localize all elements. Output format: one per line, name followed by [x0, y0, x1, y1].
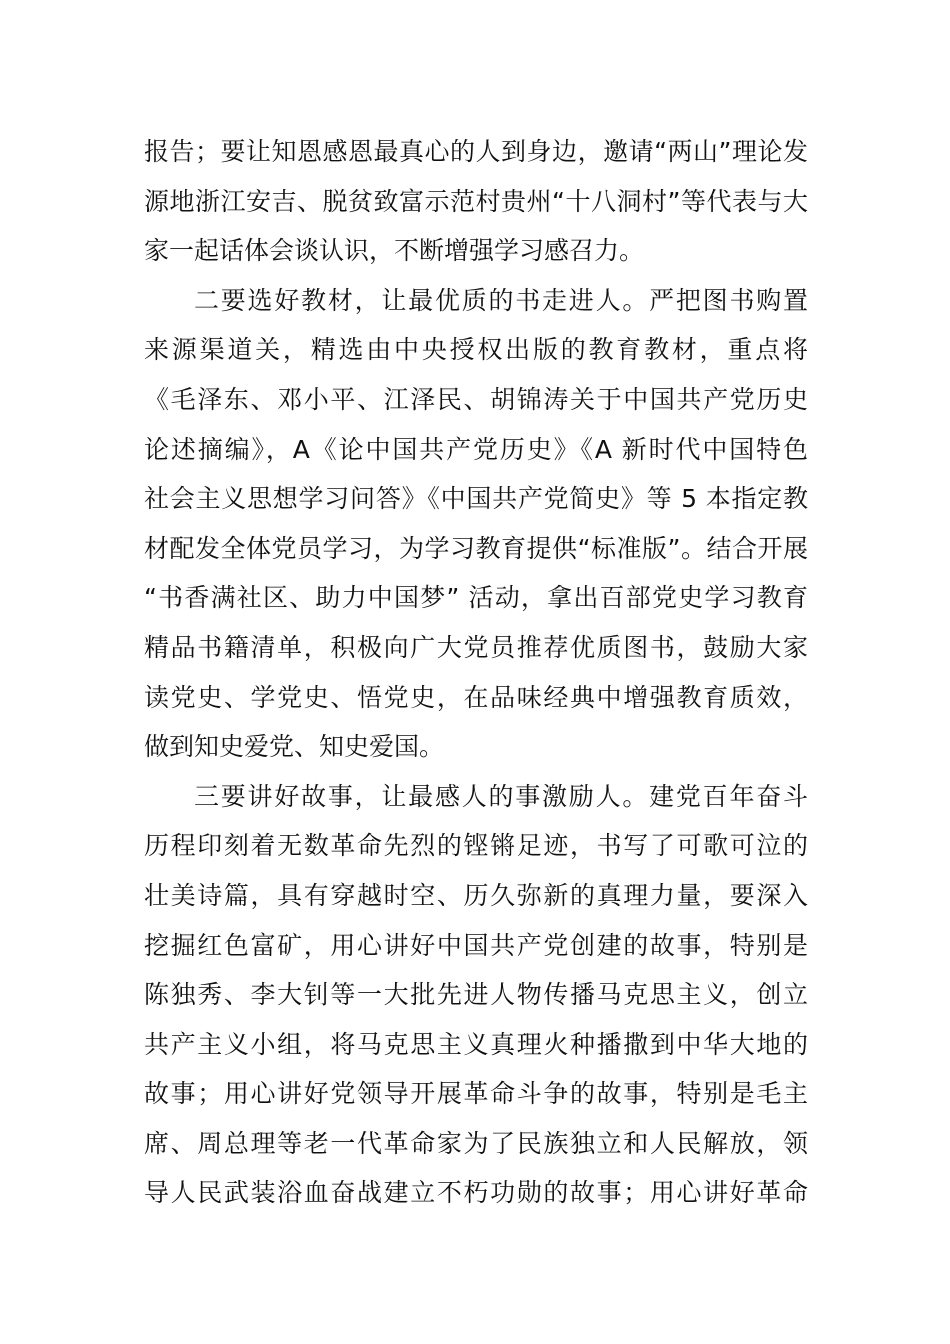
text-line: 《毛泽东、邓小平、江泽民、胡锦涛关于中国共产党历史 [144, 384, 808, 414]
text-line: 挖掘红色富矿，用心讲好中国共产党创建的故事，特别是 [144, 930, 808, 960]
text-line: 源地浙江安吉、脱贫致富示范村贵州“十八洞村”等代表与大 [144, 186, 808, 216]
text-line: 报告；要让知恩感恩最真心的人到身边，邀请“两山”理论发 [144, 137, 808, 166]
text-line: 故事；用心讲好党领导开展革命斗争的故事，特别是毛主 [144, 1079, 808, 1109]
text-line: 精品书籍清单，积极向广大党员推荐优质图书，鼓励大家 [144, 632, 808, 662]
text-line: 材配发全体党员学习，为学习教育提供“标准版”。结合开展 [144, 533, 808, 563]
text-line: 席、周总理等老一代革命家为了民族独立和人民解放，领 [144, 1128, 808, 1158]
text-line: 三要讲好故事，让最感人的事激励人。建党百年奋斗 [194, 781, 808, 811]
paragraph-1 [144, 127, 808, 276]
text-line: 陈独秀、李大钊等一大批先进人物传播马克思主义，创立 [144, 980, 808, 1010]
body-text [144, 127, 808, 1218]
text-line: 历程印刻着无数革命先烈的铿锵足迹，书写了可歌可泣的 [144, 831, 808, 861]
text-line: 做到知史爱党、知史爱国。 [144, 732, 445, 762]
text-line: 论述摘编》，A《论中国共产党历史》《A 新时代中国特色 [144, 434, 808, 464]
text-line: 壮美诗篇，具有穿越时空、历久弥新的真理力量，要深入 [144, 880, 808, 910]
text-line: “书香满社区、助力中国梦” 活动，拿出百部党史学习教育 [144, 583, 808, 613]
text-line: 来源渠道关，精选由中央授权出版的教育教材，重点将 [144, 335, 808, 365]
paragraph-3 [144, 772, 808, 1218]
paragraph-2 [144, 276, 808, 772]
text-line: 社会主义思想学习问答》《中国共产党简史》等 5 本指定教 [144, 484, 808, 514]
text-line: 家一起话体会谈认识，不断增强学习感召力。 [144, 236, 645, 266]
text-line: 二要选好教材，让最优质的书走进人。严把图书购置 [194, 285, 808, 315]
text-line: 共产主义小组，将马克思主义真理火种播撒到中华大地的 [144, 1029, 808, 1059]
text-line: 导人民武装浴血奋战建立不朽功勋的故事；用心讲好革命 [144, 1178, 808, 1208]
text-line: 读党史、学党史、悟党史，在品味经典中增强教育质效， [144, 682, 808, 712]
